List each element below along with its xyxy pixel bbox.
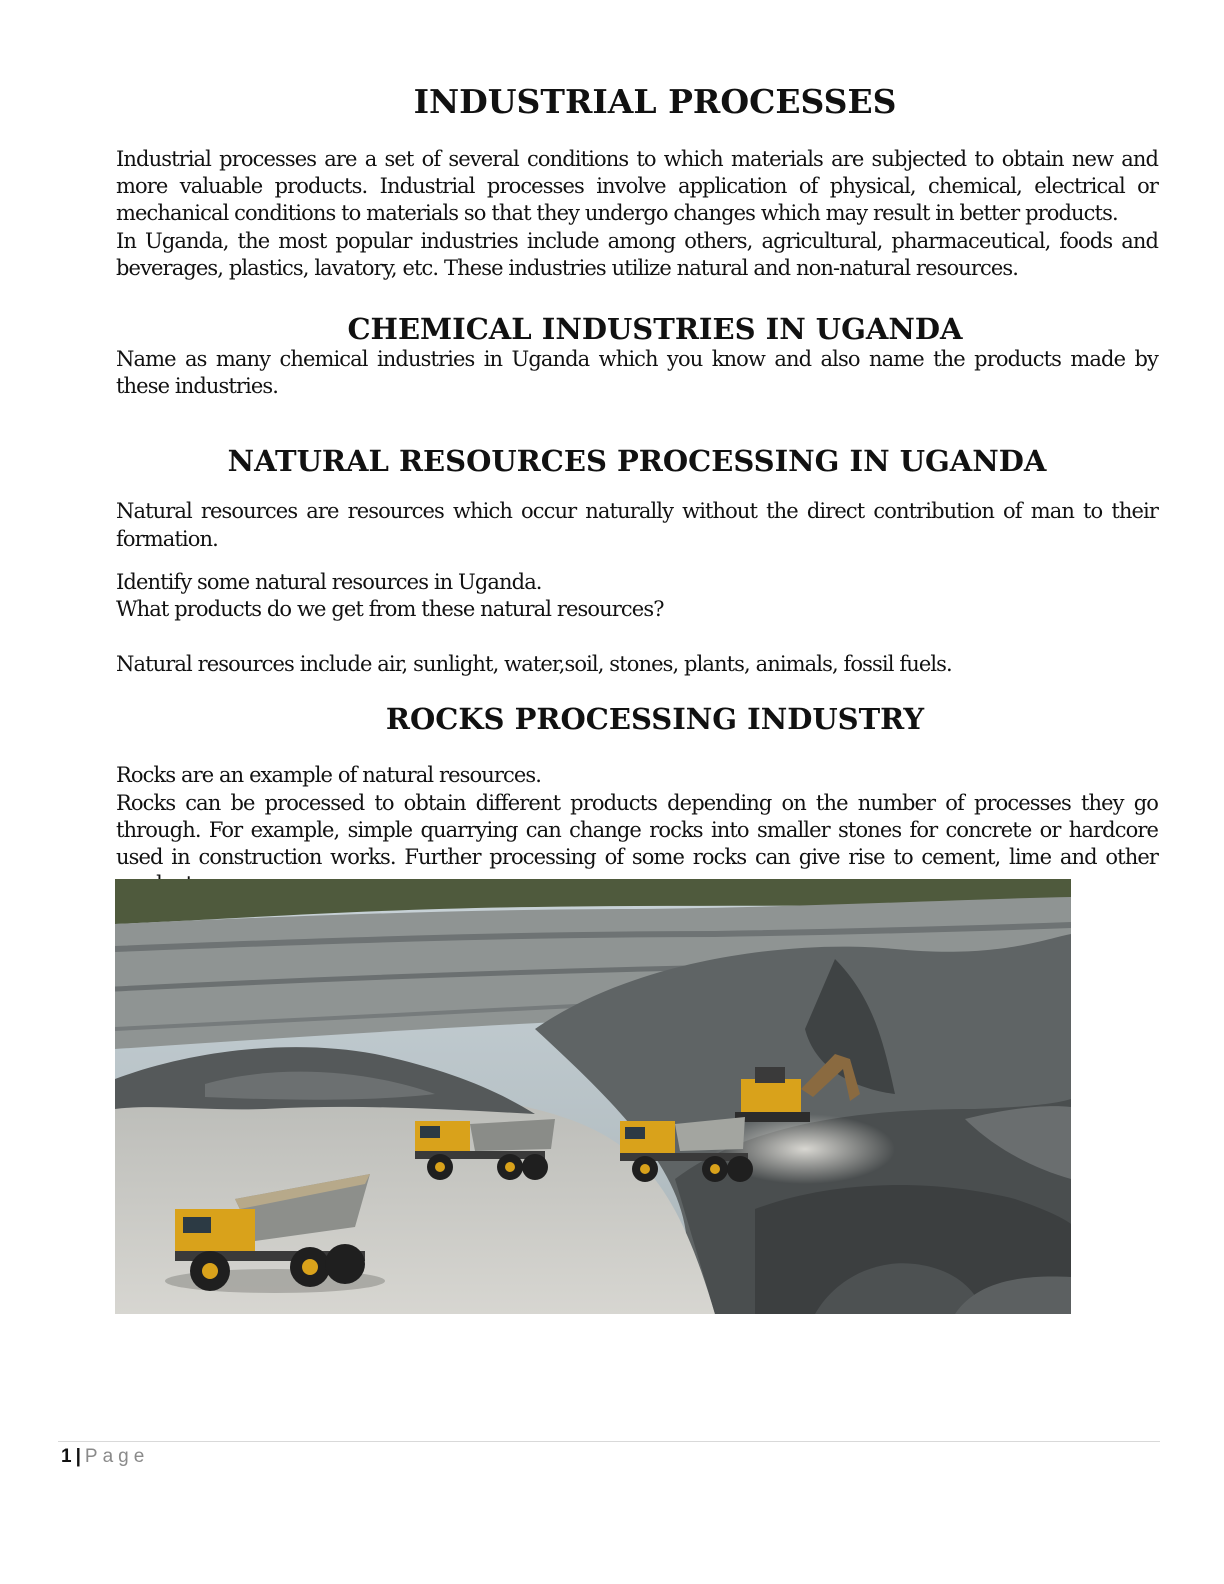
intro-paragraph-2: In Uganda, the most popular industries include among others, agricultural, pharmaceutical, foods and beverages, plastics, lavatory, etc. These industries utilize natural and non-natural resources. xyxy=(116,228,1158,280)
footer-separator: | xyxy=(75,1446,81,1467)
page-label: Page xyxy=(84,1446,150,1467)
page-footer xyxy=(61,1446,149,1468)
natural-resources-definition: Natural resources are resources which occur naturally without the direct contribution of man to their formation. xyxy=(116,499,1158,551)
intro-paragraph-1: Industrial processes are a set of several conditions to which materials are subjected to obtain new and more valuable products. Industrial processes involve application of physical, chemical, electrical or mechanical conditions to materials so that they undergo changes which may result in better products. xyxy=(116,147,1158,226)
page-title: INDUSTRIAL PROCESSES xyxy=(413,82,897,121)
page-number: 1 xyxy=(61,1446,72,1467)
quarry-photo xyxy=(115,879,1071,1314)
document-body xyxy=(116,82,1158,898)
chemical-industries-text: Name as many chemical industries in Uganda which you know and also name the products made by these industries. xyxy=(116,347,1158,399)
natural-resources-heading: NATURAL RESOURCES PROCESSING IN UGANDA xyxy=(227,444,1047,479)
natural-resources-question-1: Identify some natural resources in Uganda. xyxy=(116,569,542,594)
natural-resources-examples: Natural resources include air, sunlight, water,soil, stones, plants, animals, fossil fuels. xyxy=(116,652,952,677)
rocks-line-1: Rocks are an example of natural resources. xyxy=(116,763,542,788)
rocks-processing-heading: ROCKS PROCESSING INDUSTRY xyxy=(385,702,925,737)
footer-divider xyxy=(58,1441,1160,1442)
chemical-industries-heading: CHEMICAL INDUSTRIES IN UGANDA xyxy=(347,312,963,347)
rocks-line-2: Rocks can be processed to obtain different products depending on the number of processes they go through. For example, simple quarrying can change rocks into smaller stones for concrete or hardcore used in construction works. Further processing of some rocks can give rise to cement, lime and other xyxy=(116,790,1158,870)
natural-resources-question-2: What products do we get from these natural resources? xyxy=(116,597,664,622)
